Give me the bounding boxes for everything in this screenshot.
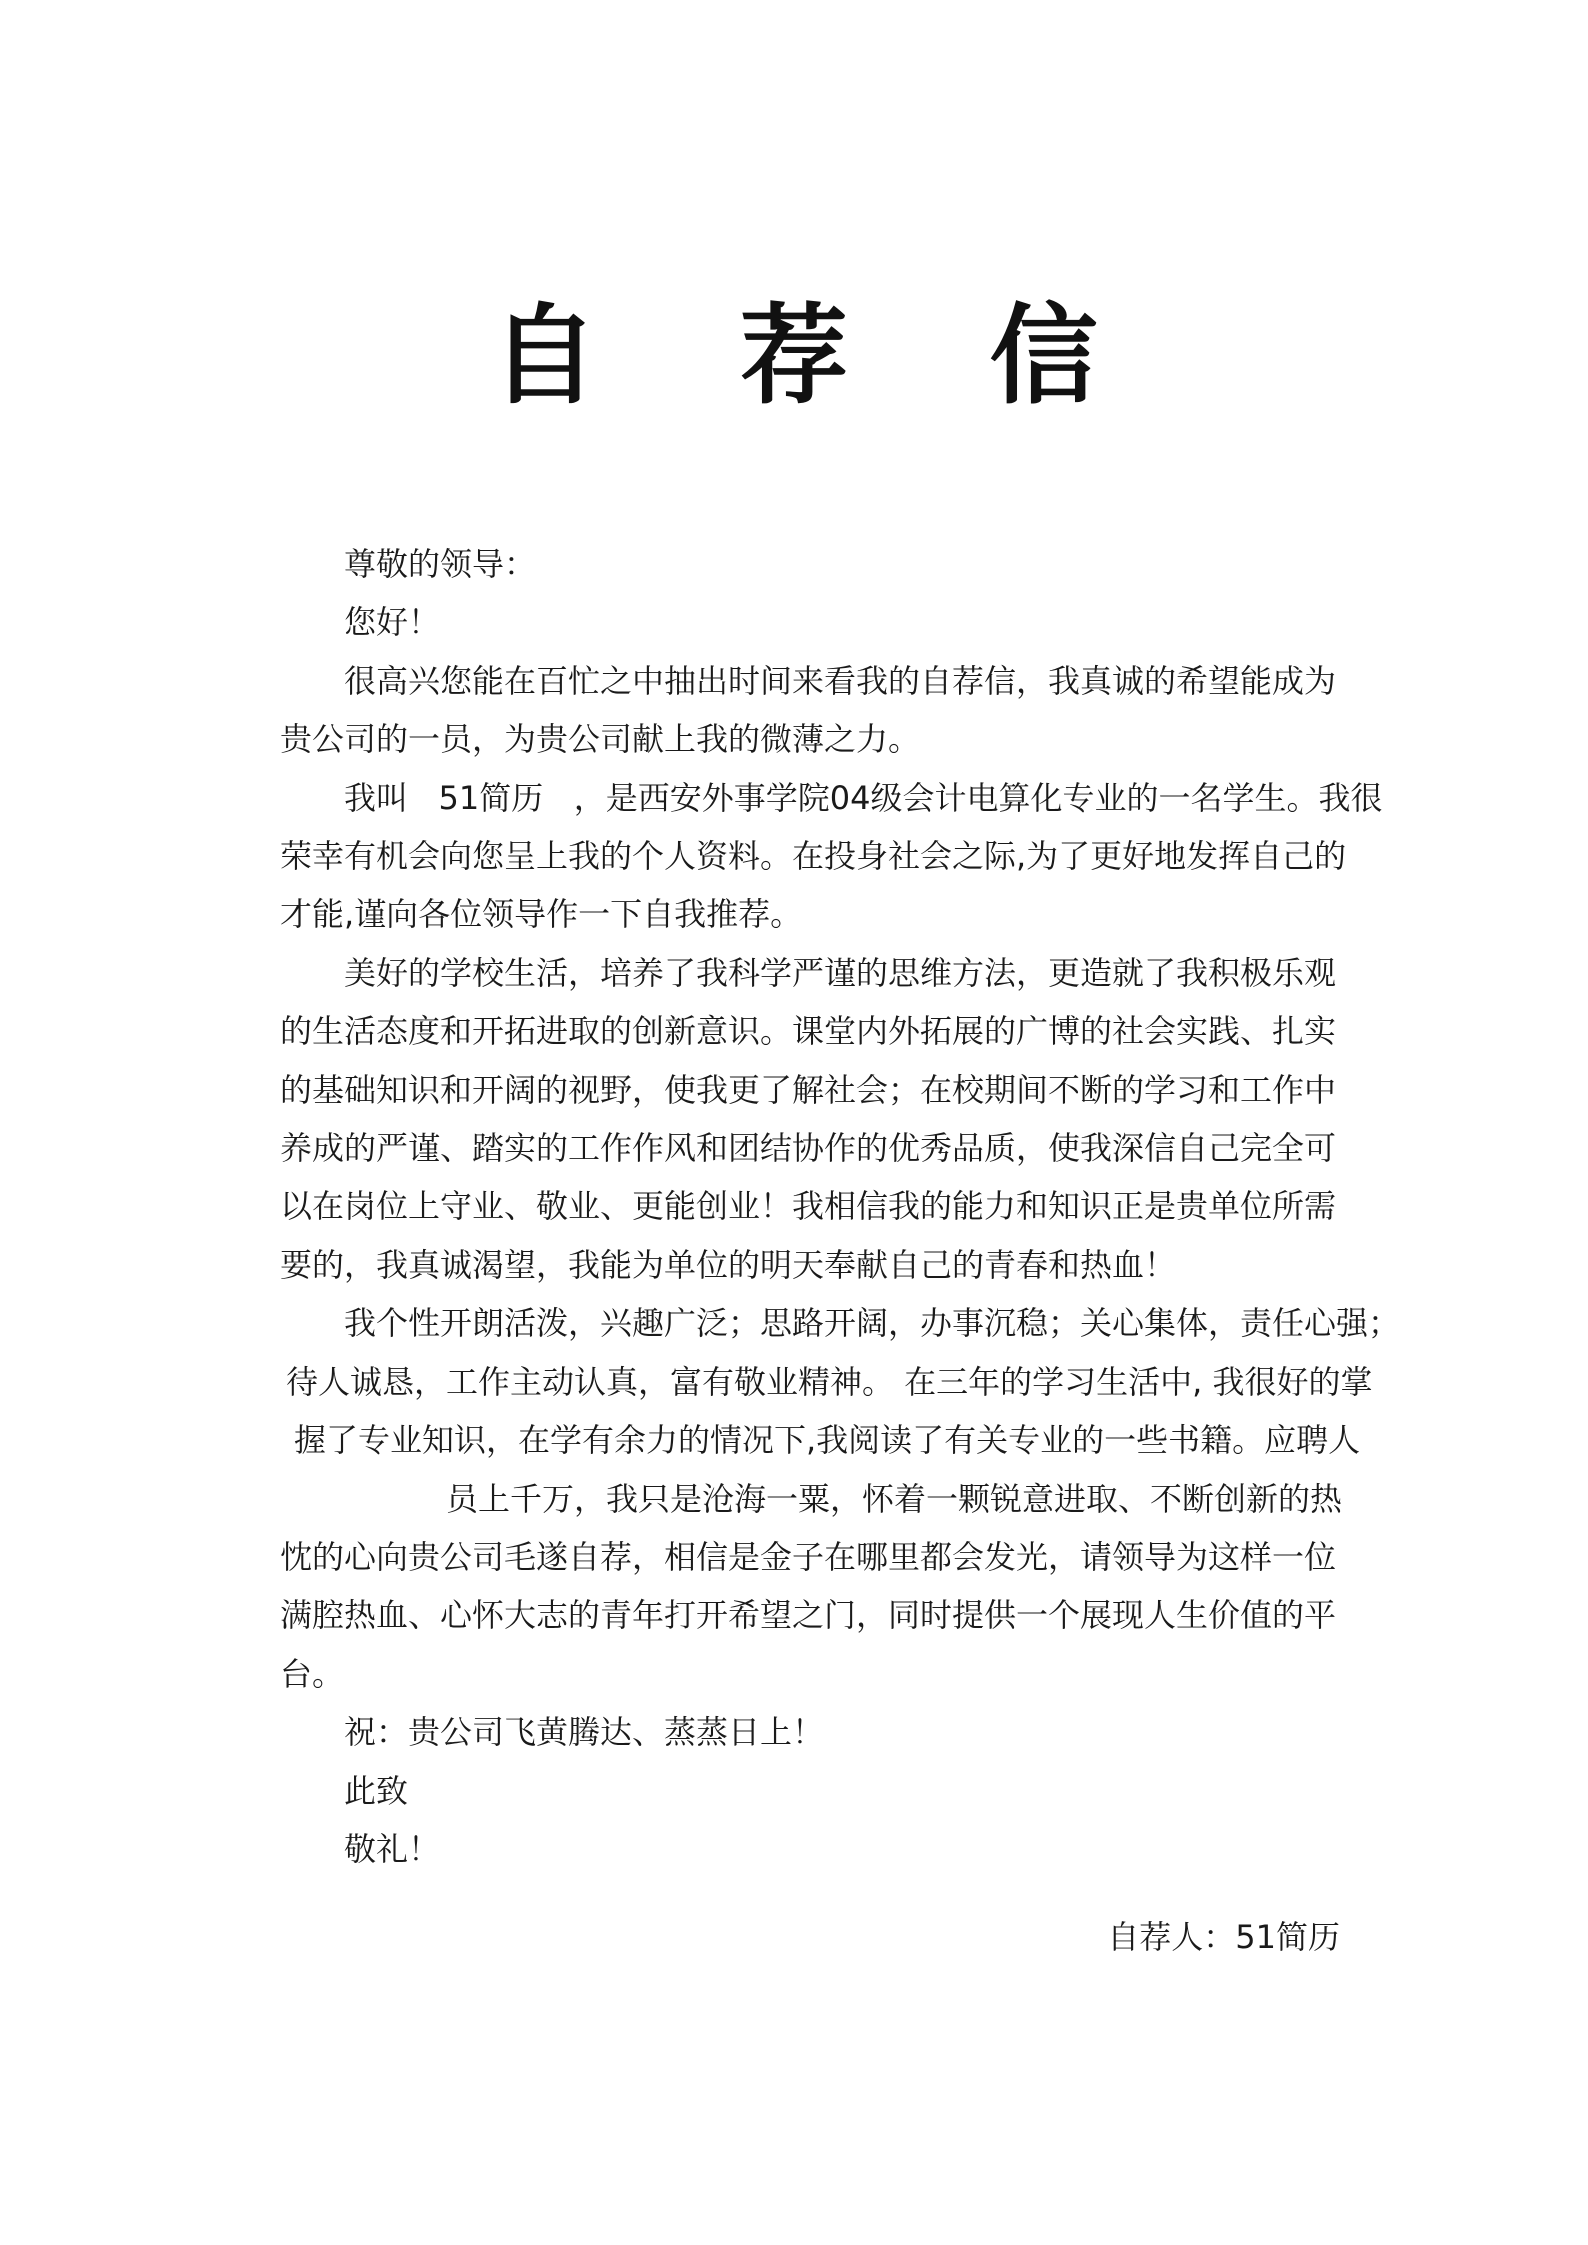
document-title: 自 荐 信 bbox=[490, 294, 1150, 419]
paragraph-line: 忱的心向贵公司毛遂自荐，相信是金子在哪里都会发光，请领导为这样一位 bbox=[280, 1537, 1337, 1576]
paragraph-intro bbox=[280, 652, 1340, 769]
paragraph-line: 贵公司的一员，为贵公司献上我的微薄之力。 bbox=[280, 720, 921, 759]
closing-jingli: 敬礼！ bbox=[344, 1829, 441, 1868]
paragraph-line: 握了专业知识，在学有余力的情况下,我阅读了有关专业的一些书籍。应聘人 bbox=[294, 1421, 1361, 1460]
closing-cizhi: 此致 bbox=[344, 1771, 409, 1810]
paragraph-self-introduction bbox=[280, 769, 1383, 944]
paragraph-line: 养成的严谨、踏实的工作作风和团结协作的优秀品质，使我深信自己完全可 bbox=[280, 1129, 1337, 1168]
letter-body bbox=[280, 535, 1401, 1878]
paragraph-line: 荣幸有机会向您呈上我的个人资料。在投身社会之际,为了更好地发挥自己的 bbox=[280, 837, 1347, 876]
paragraph-line: 以在岗位上守业、敬业、更能创业！我相信我的能力和知识正是贵单位所需 bbox=[280, 1187, 1337, 1226]
paragraph-line: 美好的学校生活，培养了我科学严谨的思维方法，更造就了我积极乐观 bbox=[344, 953, 1337, 992]
closing-wish: 祝：贵公司飞黄腾达、蒸蒸日上！ bbox=[344, 1713, 825, 1752]
signature: 自荐人：51简历 bbox=[1107, 1918, 1340, 1956]
paragraph-line: 我个性开朗活泼，兴趣广泛；思路开阔，办事沉稳；关心集体，责任心强； bbox=[344, 1304, 1401, 1343]
paragraph-line: 的生活态度和开拓进取的创新意识。课堂内外拓展的广博的社会实践、扎实 bbox=[280, 1012, 1337, 1051]
paragraph-line: 很高兴您能在百忙之中抽出时间来看我的自荐信，我真诚的希望能成为 bbox=[344, 661, 1337, 700]
paragraph-line: 要的，我真诚渴望，我能为单位的明天奉献自己的青春和热血！ bbox=[280, 1245, 1177, 1284]
paragraph-line: 才能,谨向各位领导作一下自我推荐。 bbox=[280, 895, 803, 934]
paragraph-line: 台。 bbox=[280, 1654, 345, 1693]
greeting: 您好！ bbox=[344, 603, 441, 642]
paragraph-education bbox=[280, 944, 1340, 1294]
paragraph-personality bbox=[280, 1294, 1401, 1703]
paragraph-line: 的基础知识和开阔的视野，使我更了解社会；在校期间不断的学习和工作中 bbox=[280, 1070, 1337, 1109]
paragraph-line: 待人诚恳，工作主动认真，富有敬业精神。 在三年的学习生活中, 我很好的掌 bbox=[286, 1362, 1373, 1401]
paragraph-line: 我叫 51简历 ，是西安外事学院04级会计电算化专业的一名学生。我很 bbox=[344, 778, 1383, 817]
paragraph-line: 员上千万，我只是沧海一粟，怀着一颗锐意进取、不断创新的热 bbox=[446, 1479, 1343, 1518]
paragraph-line: 满腔热血、心怀大志的青年打开希望之门，同时提供一个展现人生价值的平 bbox=[280, 1596, 1337, 1635]
salutation: 尊敬的领导： bbox=[344, 545, 537, 583]
